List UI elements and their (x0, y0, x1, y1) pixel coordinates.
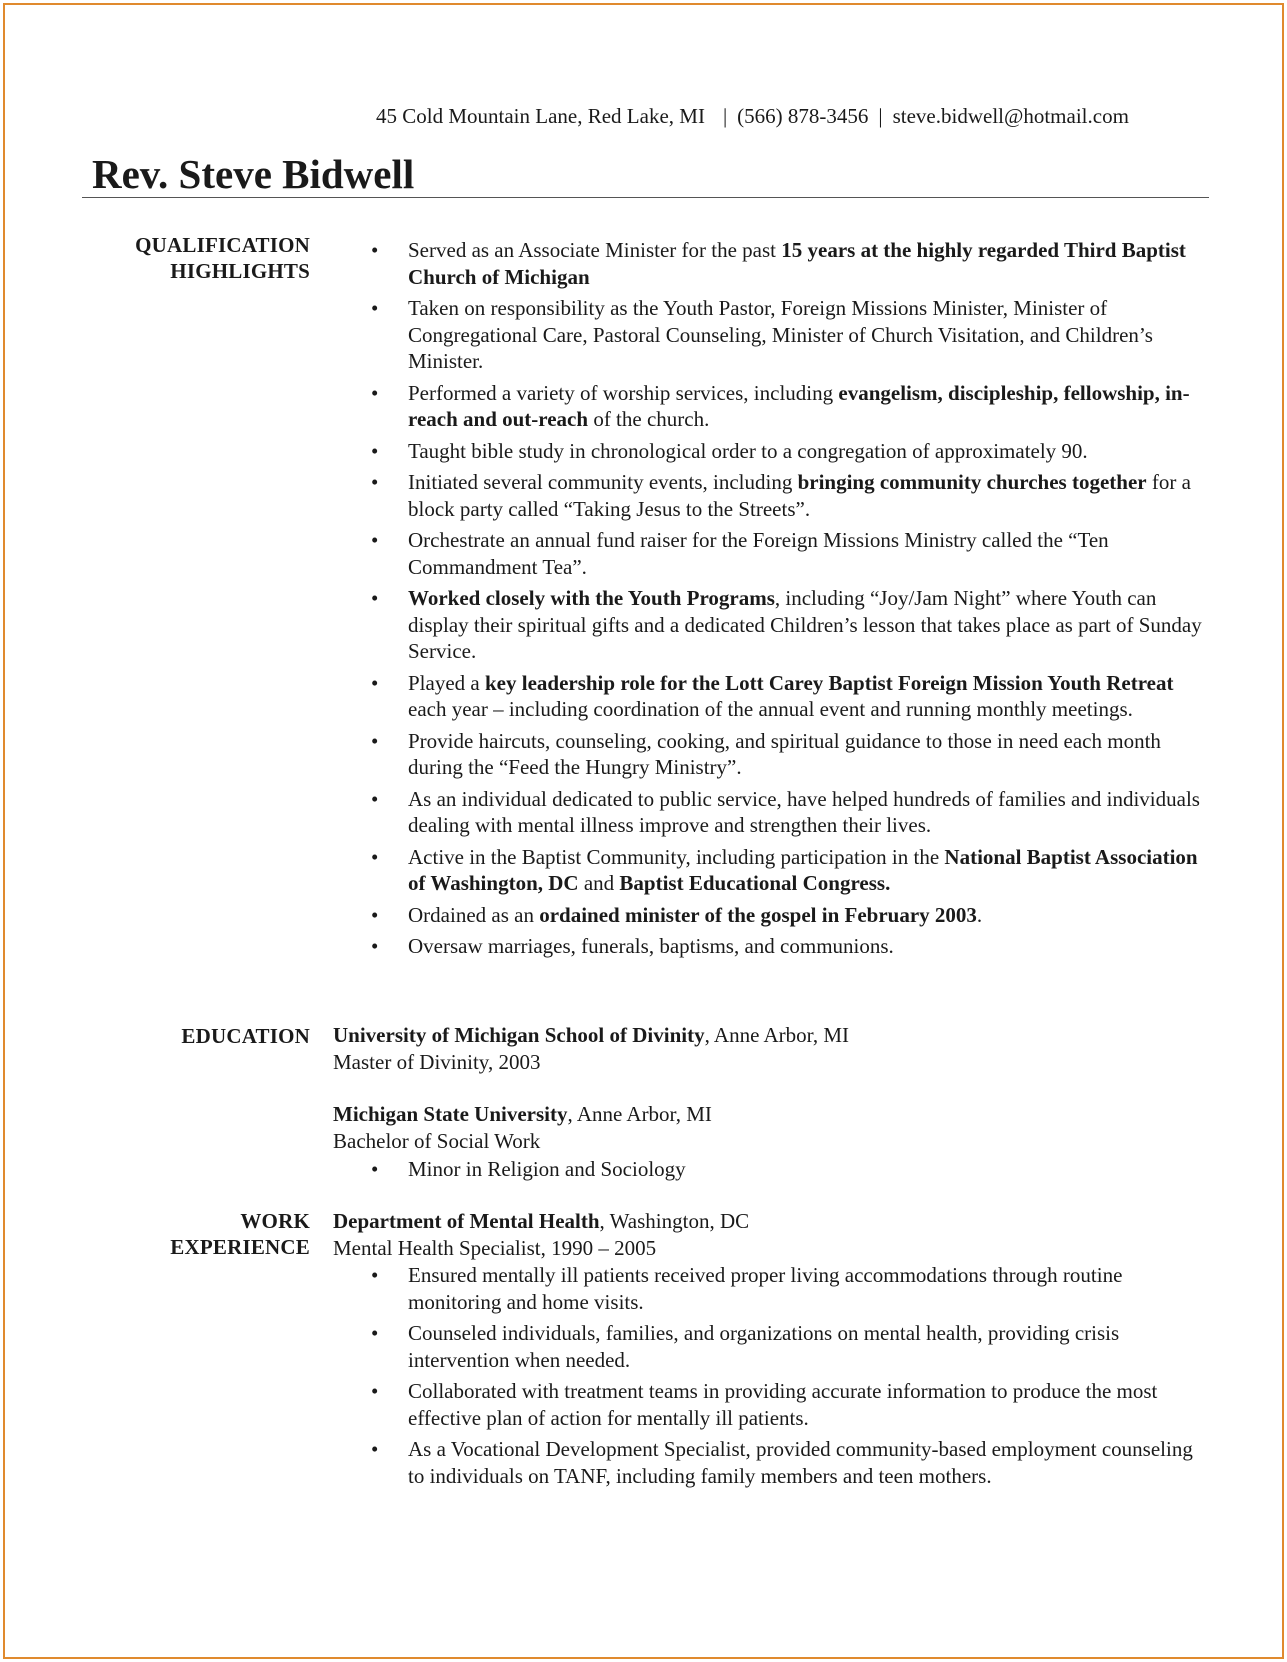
section-label-work: WORK EXPERIENCE (170, 1209, 310, 1259)
employer: Department of Mental Health (333, 1209, 600, 1233)
list-item: • Provide haircuts, counseling, cooking, and spiritual guidance to those in need each month during the “Feed the Hungry Ministry”. (371, 728, 1161, 779)
list-item: • Taken on responsibility as the Youth Pastor, Foreign Missions Minister, Minister of Congregational Care, Pastoral Counseling, Minister of Church Visitation, and Children’s Minister. (371, 296, 1153, 373)
degree: Bachelor of Social Work (333, 1128, 541, 1153)
separator: | (722, 104, 728, 128)
list-item: • Ensured mentally ill patients received proper living accommodations through routine monitoring and home visits. (371, 1263, 1123, 1314)
header-divider (82, 197, 1209, 198)
list-item: • Performed a variety of worship services, including evangelism, discipleship, fellowship, in-reach and out-reach of the church. (371, 380, 1190, 431)
qualification-list (371, 237, 1208, 965)
work-entry: Department of Mental Health, Washington, DC Mental Health Specialist, 1990 – 2005 (333, 1209, 750, 1260)
list-item: • As an individual dedicated to public service, have helped hundreds of families and individuals dealing with mental illness improve and strengthen their lives. (371, 786, 1200, 837)
list-item: • As a Vocational Development Specialist, provided community-based employment counseling to individuals on TANF, including family members and teen mothers. (371, 1437, 1193, 1488)
separator: | (878, 104, 883, 128)
list-item: • Played a key leadership role for the Lott Carey Baptist Foreign Mission Youth Retreat each year – including coordination of the annual event and running monthly meetings. (371, 670, 1174, 721)
list-item: • Counseled individuals, families, and organizations on mental health, providing crisis intervention when needed. (371, 1321, 1120, 1372)
school-name: University of Michigan School of Divinity (333, 1023, 705, 1047)
list-item: • Worked closely with the Youth Programs, including “Joy/Jam Night” where Youth can display their spiritual gifts and a dedicated Children’s lesson that takes place as part of Sunday Service. (371, 586, 1202, 663)
list-item: • Oversaw marriages, funerals, baptisms, and communions. (371, 934, 894, 958)
list-item: • Ordained as an ordained minister of the gospel in February 2003. (371, 902, 983, 927)
degree: Master of Divinity, 2003 (333, 1049, 541, 1074)
contact-line (376, 104, 1129, 129)
section-label-education: EDUCATION (181, 1024, 310, 1048)
address: 45 Cold Mountain Lane, Red Lake, MI (376, 104, 705, 128)
list-item: • Initiated several community events, including bringing community churches together for a block party called “Taking Jesus to the Streets”. (371, 470, 1191, 521)
list-item: • Orchestrate an annual fund raiser for the Foreign Missions Ministry called the “Ten Commandment Tea”. (371, 528, 1109, 579)
work-list (371, 1262, 1208, 1494)
list-item: • Active in the Baptist Community, including participation in the National Baptist Association of Washington, DC and Baptist Educational Congress. (371, 844, 1198, 895)
phone: (566) 878-3456 (737, 104, 869, 128)
list-item: • Taught bible study in chronological order to a congregation of approximately 90. (371, 438, 1088, 463)
page-title: Rev. Steve Bidwell (92, 151, 415, 197)
school-name: Michigan State University (333, 1102, 568, 1126)
list-item: • Collaborated with treatment teams in providing accurate information to produce the most effective plan of action for mentally ill patients. (371, 1379, 1158, 1430)
education-entry: University of Michigan School of Divinity, Anne Arbor, MI Master of Divinity, 2003 (333, 1023, 849, 1074)
list-item: • Minor in Religion and Sociology (371, 1157, 686, 1181)
education-entry: Michigan State University, Anne Arbor, MI Bachelor of Social Work (333, 1102, 712, 1153)
email: steve.bidwell@hotmail.com (892, 104, 1129, 128)
list-item: • Served as an Associate Minister for the past 15 years at the highly regarded Third Baptist Church of Michigan (371, 238, 1186, 289)
job-title: Mental Health Specialist, 1990 – 2005 (333, 1235, 657, 1260)
section-label-qualifications: QUALIFICATION HIGHLIGHTS (135, 233, 310, 283)
education-minor-list (371, 1156, 1208, 1188)
